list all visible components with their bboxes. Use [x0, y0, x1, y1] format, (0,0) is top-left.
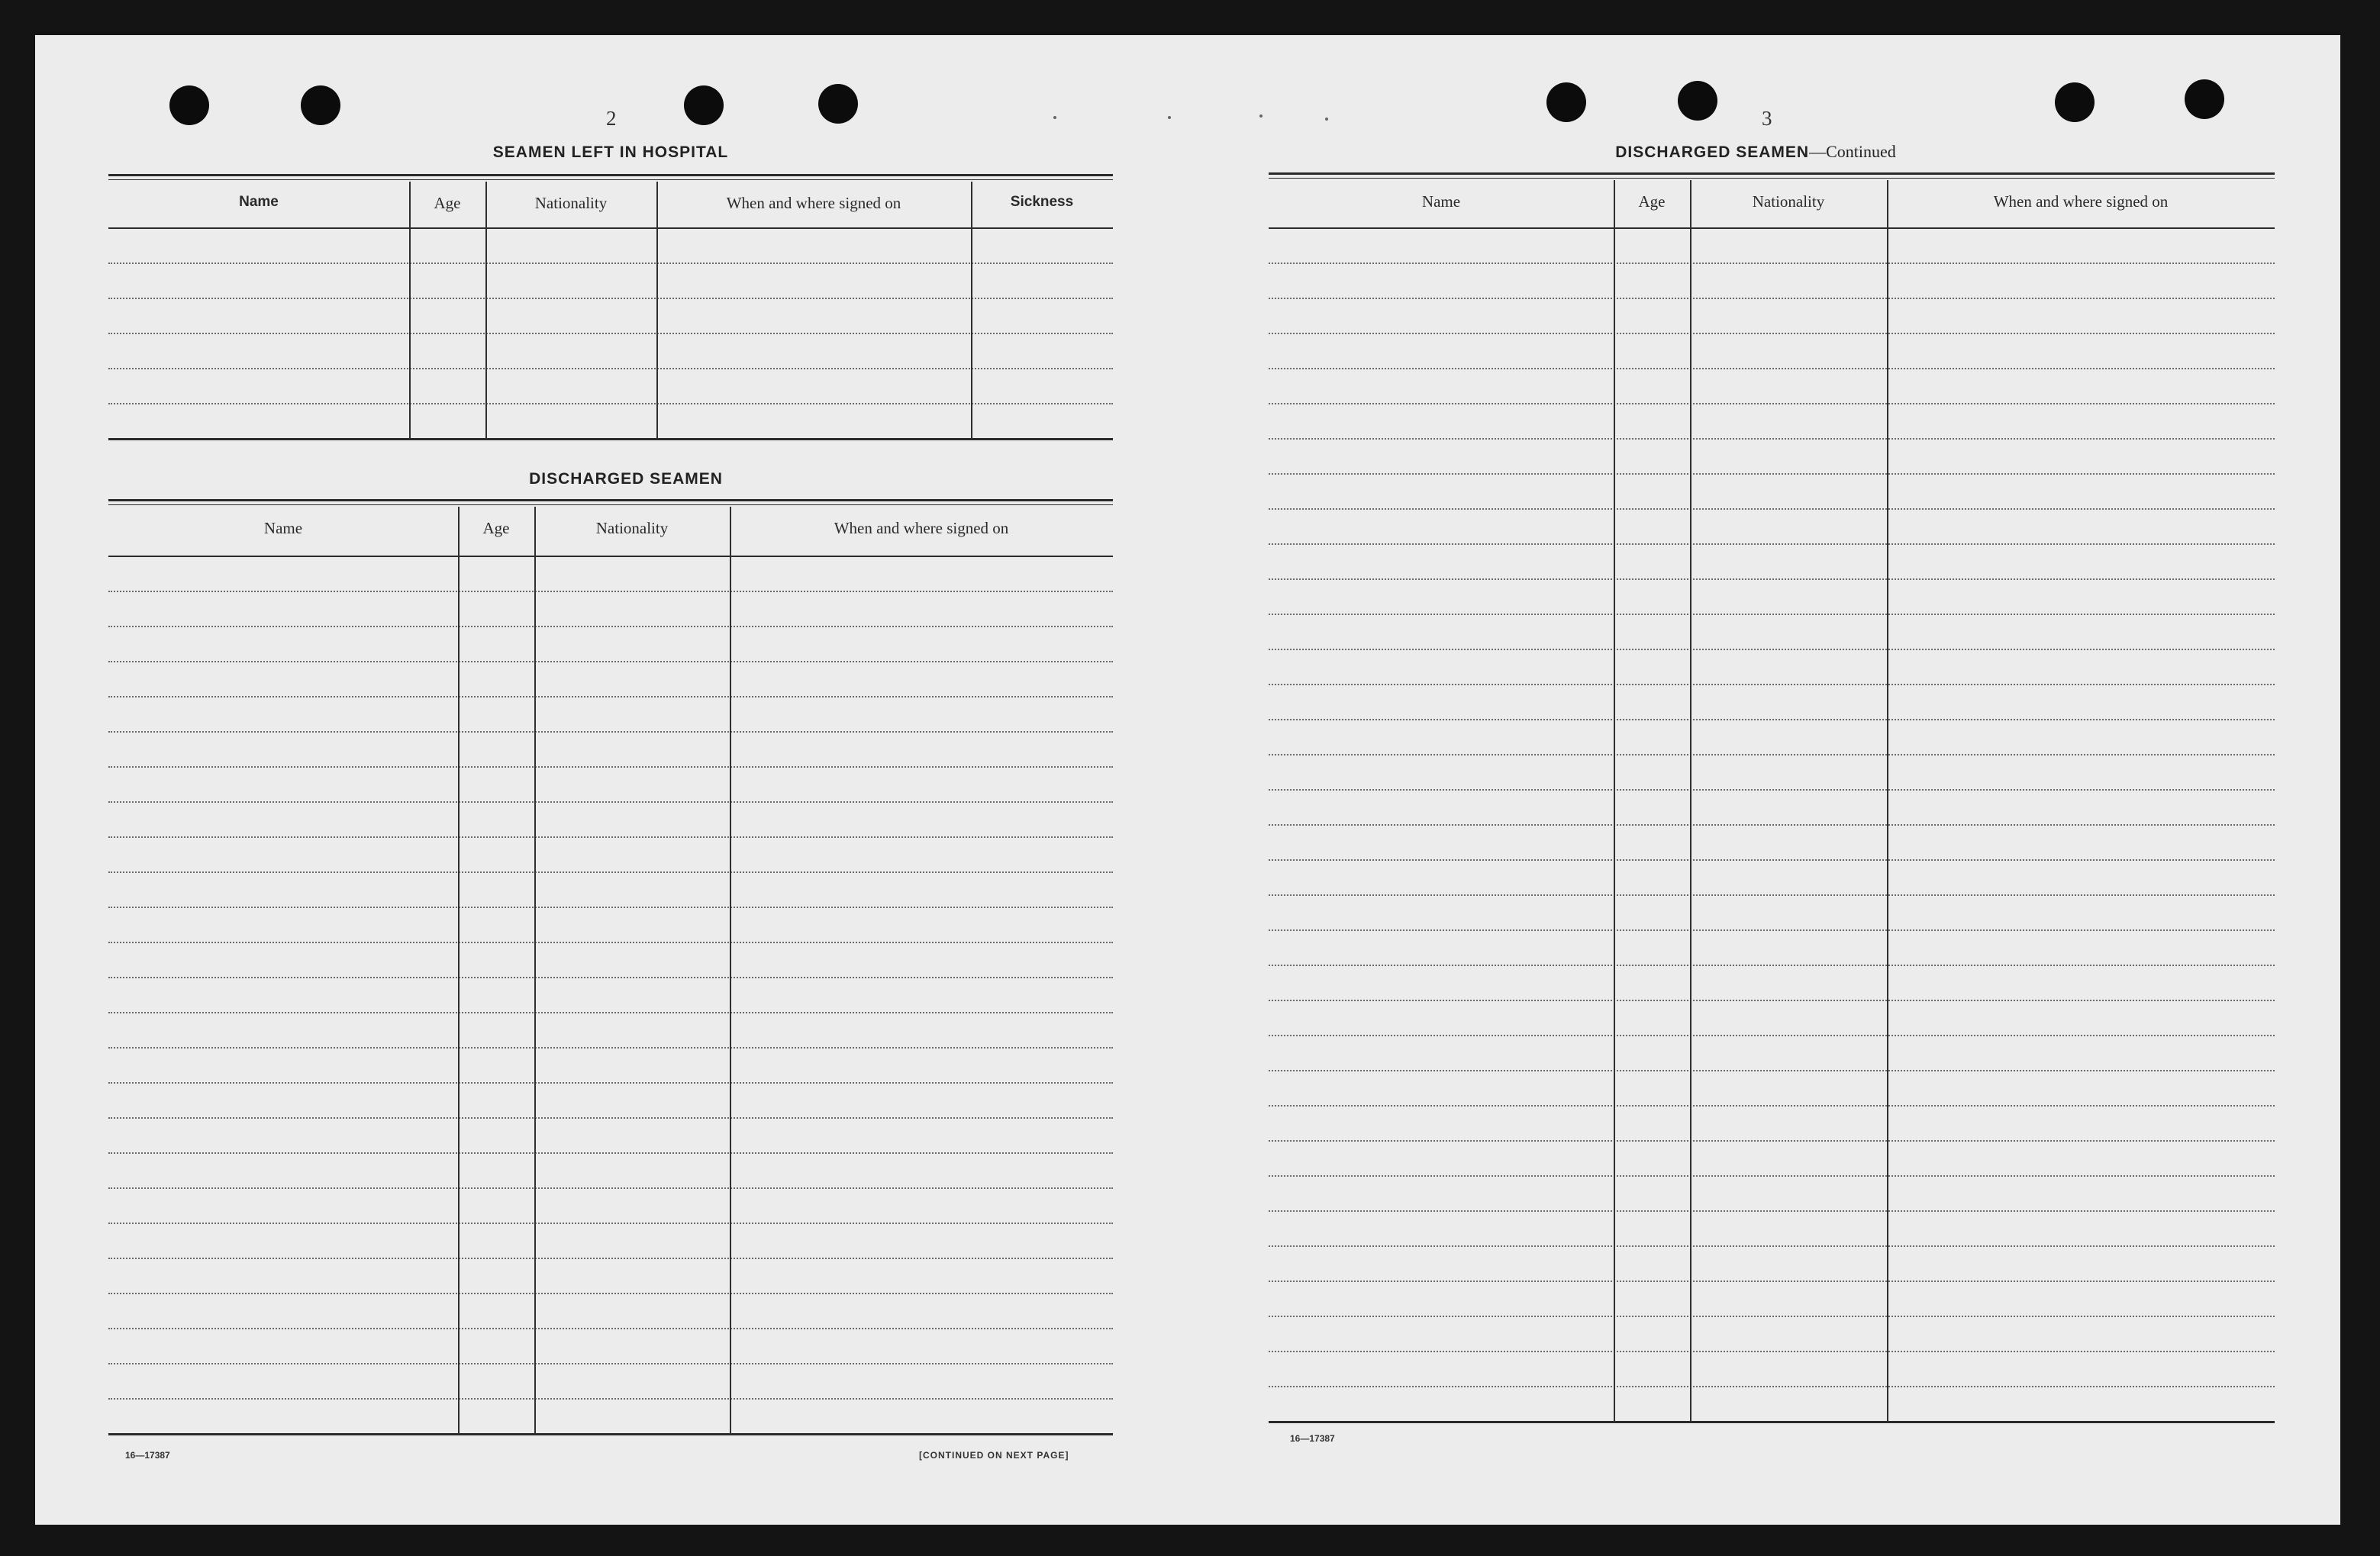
table-bottom-rule — [108, 1433, 1113, 1435]
table-row — [1269, 543, 2275, 545]
punch-hole — [301, 85, 340, 125]
table-row — [108, 1012, 1113, 1013]
table-row — [108, 1117, 1113, 1119]
column-header-age: Age — [1638, 192, 1666, 211]
table-top-rule — [108, 174, 1113, 176]
table-row — [1269, 824, 2275, 826]
table-row — [1269, 578, 2275, 580]
column-divider — [971, 182, 972, 438]
table-row — [108, 1398, 1113, 1400]
table-row — [108, 626, 1113, 627]
column-divider — [409, 182, 411, 438]
column-header-sickness: Sickness — [1010, 194, 1074, 210]
table-row — [1269, 1070, 2275, 1071]
table-row — [1269, 965, 2275, 966]
column-header-name: Name — [263, 519, 303, 537]
table-row — [1269, 894, 2275, 896]
discharged-table — [108, 499, 1113, 1445]
table-row — [108, 263, 1113, 264]
table-row — [1269, 333, 2275, 334]
table-row — [1269, 438, 2275, 440]
table-row — [108, 1187, 1113, 1189]
table-row — [108, 661, 1113, 662]
column-header-nationality: Nationality — [595, 519, 669, 537]
column-divider — [1614, 180, 1615, 1421]
column-header-signed-on: When and where signed on — [834, 519, 1009, 537]
table-row — [108, 801, 1113, 803]
table-row — [108, 1293, 1113, 1294]
title-suffix: —Continued — [1809, 142, 1896, 161]
table-row — [108, 871, 1113, 873]
column-header-name: Name — [1421, 192, 1461, 211]
column-divider — [1887, 180, 1888, 1421]
table-row — [1269, 1140, 2275, 1142]
table-row — [1269, 263, 2275, 264]
column-header-age: Age — [482, 519, 510, 537]
page-number: 3 — [1762, 107, 1772, 130]
table-row — [108, 766, 1113, 768]
table-row — [1269, 684, 2275, 685]
table-row — [108, 403, 1113, 404]
header-rule — [108, 227, 1113, 229]
table-row — [108, 907, 1113, 908]
table-row — [108, 836, 1113, 838]
table-bottom-rule — [1269, 1421, 2275, 1423]
table-row — [108, 1047, 1113, 1049]
table-row — [1269, 649, 2275, 650]
table-row — [1269, 754, 2275, 755]
speck — [1168, 116, 1171, 119]
punch-hole — [684, 85, 724, 125]
punch-hole — [2185, 79, 2224, 119]
column-divider — [656, 182, 658, 438]
column-header-nationality: Nationality — [534, 194, 608, 212]
table-row — [108, 1258, 1113, 1259]
title-main: DISCHARGED SEAMEN — [1615, 143, 1810, 161]
table-row — [1269, 1245, 2275, 1247]
table-row — [1269, 1105, 2275, 1107]
table-top-rule — [108, 179, 1113, 180]
table-row — [1269, 1175, 2275, 1177]
punch-hole — [818, 84, 858, 124]
column-header-age: Age — [434, 194, 461, 212]
column-header-name: Name — [239, 194, 279, 210]
table-row — [1269, 1035, 2275, 1036]
table-top-rule — [108, 499, 1113, 501]
column-divider — [534, 507, 536, 1433]
discharged-continued-title — [1534, 142, 1977, 162]
discharged-continued-table — [1269, 172, 2275, 1432]
column-header-signed-on: When and where signed on — [1993, 192, 2169, 211]
column-header-signed-on: When and where signed on — [726, 194, 901, 212]
table-row — [108, 368, 1113, 369]
continued-note: [CONTINUED ON NEXT PAGE] — [919, 1450, 1069, 1461]
table-row — [1269, 1210, 2275, 1212]
speck — [1325, 118, 1328, 121]
table-row — [108, 942, 1113, 943]
table-row — [1269, 1351, 2275, 1352]
table-row — [108, 1328, 1113, 1329]
table-row — [1269, 1386, 2275, 1387]
table-bottom-rule — [108, 438, 1113, 440]
table-row — [108, 977, 1113, 978]
table-row — [1269, 789, 2275, 791]
table-row — [108, 696, 1113, 697]
table-top-rule — [1269, 178, 2275, 179]
table-row — [108, 591, 1113, 592]
table-row — [108, 1363, 1113, 1364]
table-row — [108, 333, 1113, 334]
table-row — [108, 1152, 1113, 1154]
hospital-table — [108, 174, 1113, 449]
table-row — [108, 1223, 1113, 1224]
header-rule — [108, 556, 1113, 557]
table-row — [1269, 403, 2275, 404]
column-divider — [485, 182, 487, 438]
column-divider — [458, 507, 460, 1433]
table-row — [1269, 1000, 2275, 1001]
table-top-rule — [1269, 172, 2275, 175]
table-row — [108, 731, 1113, 733]
table-row — [108, 298, 1113, 299]
column-header-nationality: Nationality — [1752, 192, 1825, 211]
table-row — [1269, 473, 2275, 475]
table-row — [1269, 298, 2275, 299]
header-rule — [1269, 227, 2275, 229]
table-row — [1269, 614, 2275, 615]
table-row — [1269, 508, 2275, 510]
speck — [1053, 116, 1056, 119]
punch-hole — [1546, 82, 1586, 122]
table-row — [1269, 1281, 2275, 1282]
form-number: 16—17387 — [125, 1450, 170, 1461]
column-divider — [730, 507, 731, 1433]
page-number: 2 — [606, 107, 617, 130]
table-row — [1269, 859, 2275, 861]
form-number: 16—17387 — [1290, 1433, 1335, 1444]
speck — [1259, 114, 1263, 118]
table-top-rule — [108, 504, 1113, 505]
table-row — [1269, 1316, 2275, 1317]
discharged-section-title: DISCHARGED SEAMEN — [529, 470, 723, 488]
punch-hole — [2055, 82, 2095, 122]
table-row — [1269, 929, 2275, 931]
punch-hole — [1678, 81, 1717, 121]
table-row — [1269, 368, 2275, 369]
hospital-section-title: SEAMEN LEFT IN HOSPITAL — [492, 143, 729, 161]
table-row — [1269, 719, 2275, 720]
table-row — [108, 1082, 1113, 1084]
column-divider — [1690, 180, 1691, 1421]
punch-hole — [169, 85, 209, 125]
